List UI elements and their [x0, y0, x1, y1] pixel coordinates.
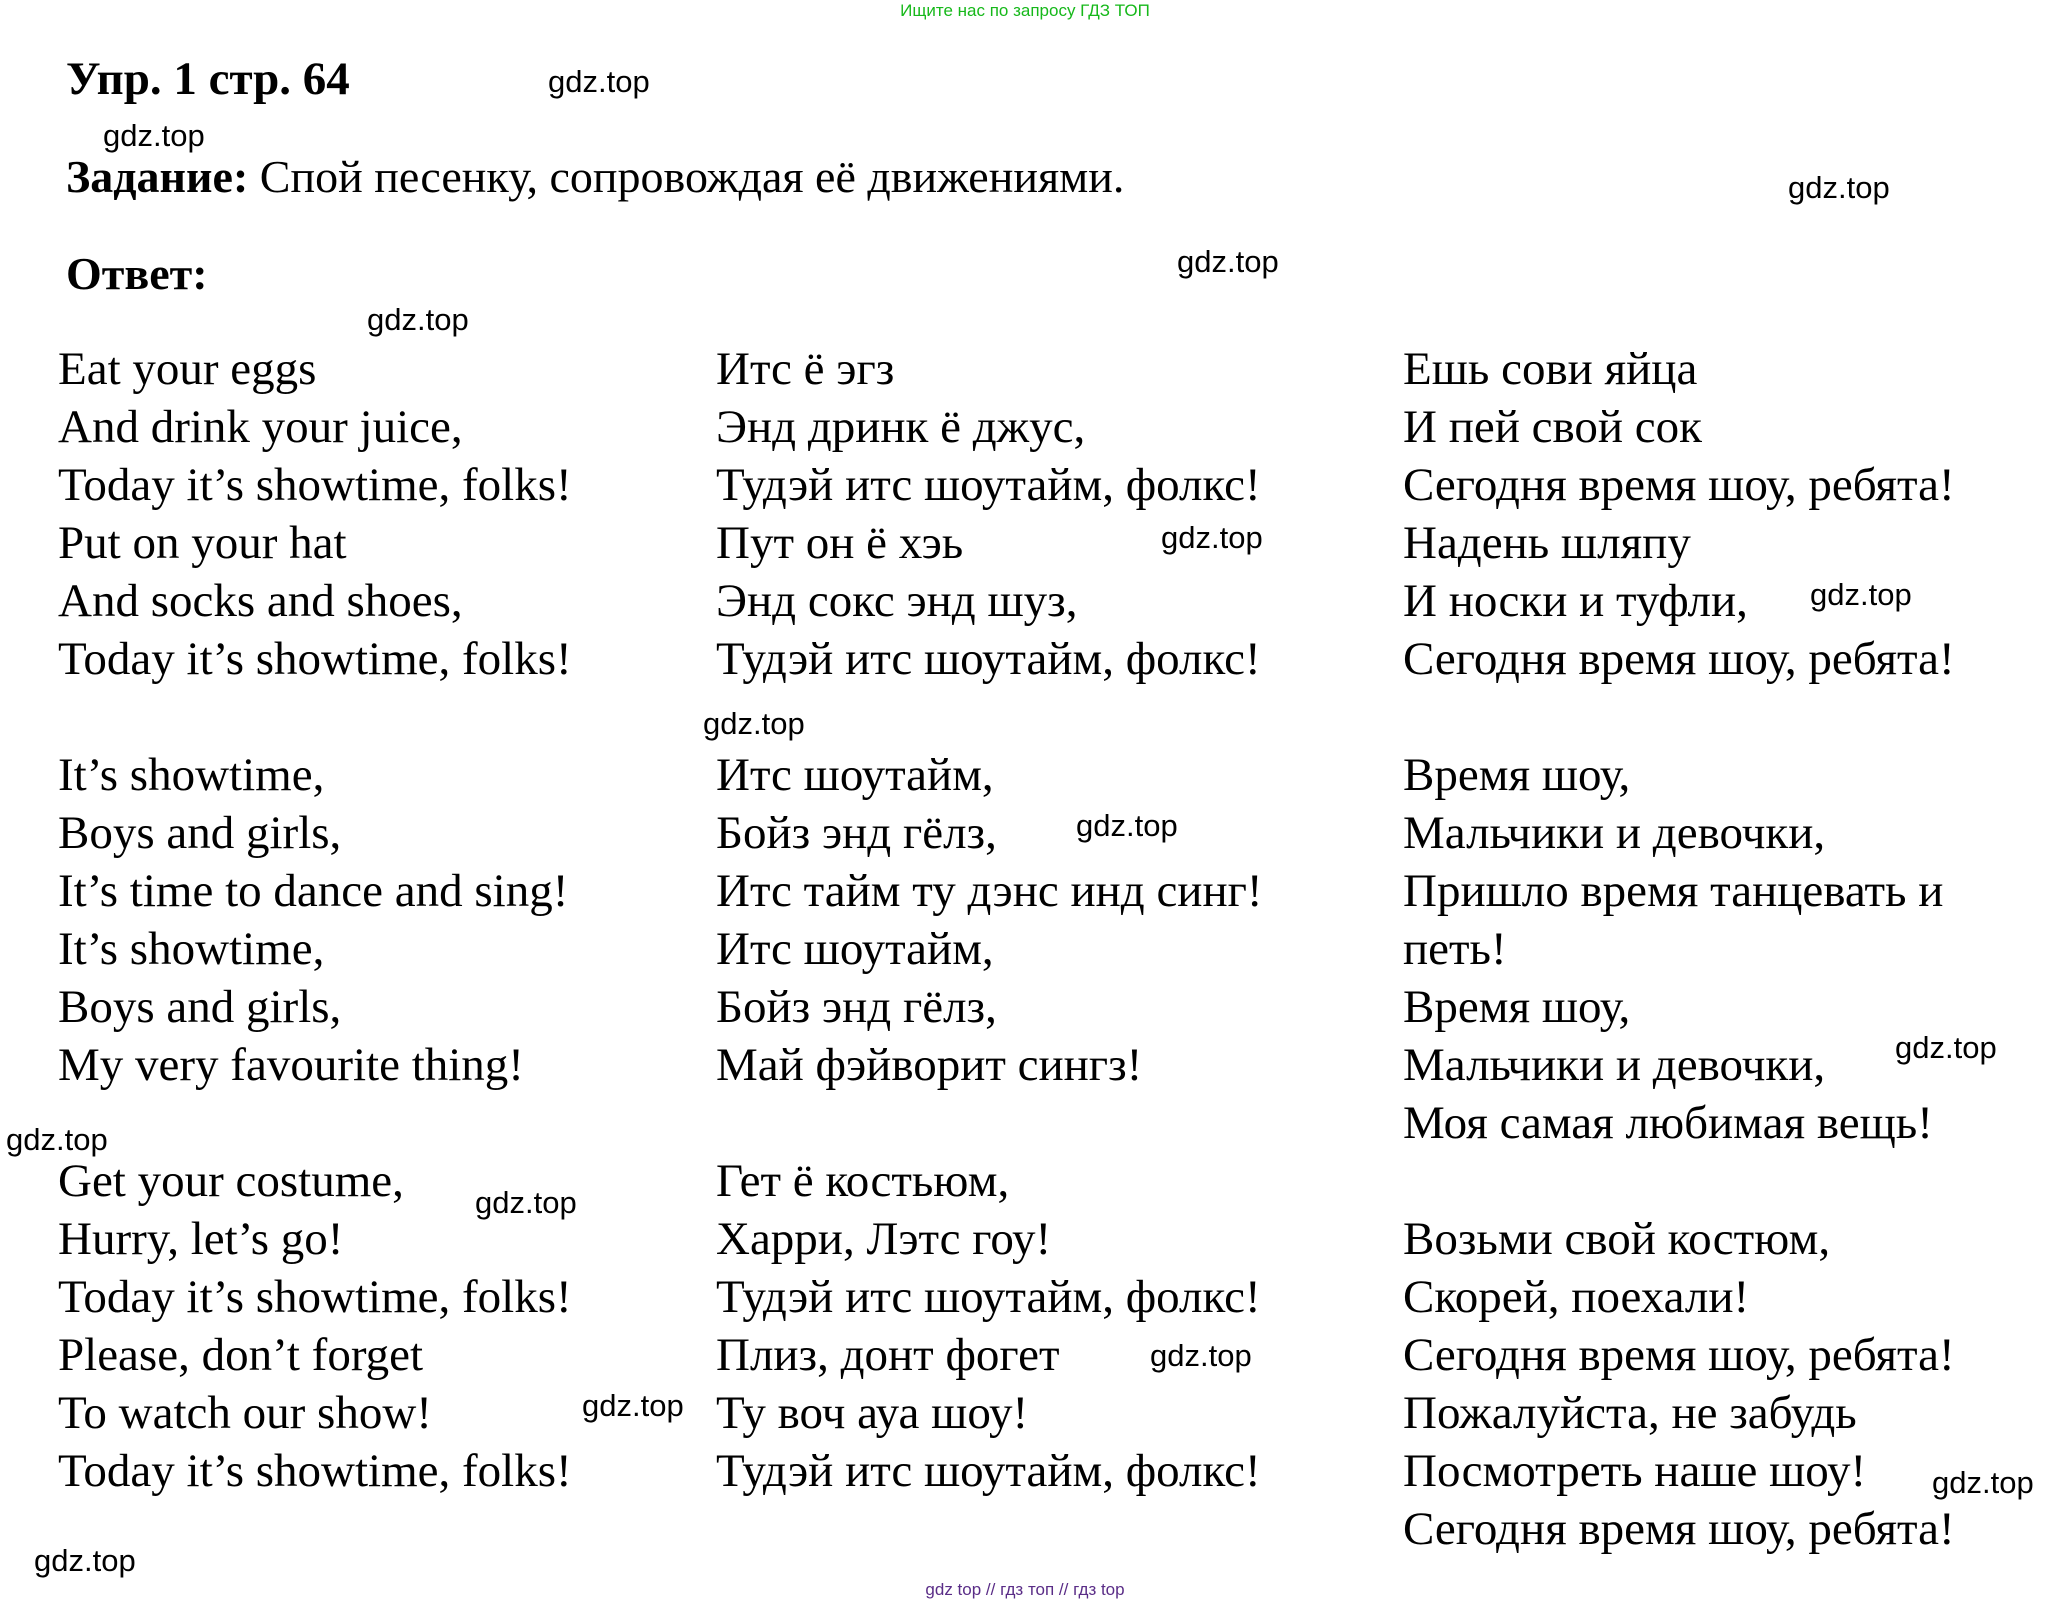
lyric-line: [1403, 688, 1955, 746]
lyric-line: It’s showtime,: [58, 749, 325, 801]
watermark: gdz.top: [1932, 1465, 2034, 1500]
lyric-line: Ту воч ауа шоу!: [716, 1387, 1029, 1439]
lyric-line: Харри, Лэтс гоу!: [716, 1213, 1052, 1265]
transcription-column: [716, 340, 1263, 1500]
watermark: gdz.top: [703, 706, 805, 741]
lyric-line: Тудэй итс шоутайм, фолкс!: [716, 633, 1261, 685]
watermark: gdz.top: [582, 1388, 684, 1423]
lyric-line: Итс ё эгз: [716, 343, 895, 395]
lyric-line: Время шоу,: [1403, 749, 1631, 801]
english-lyrics-column: [58, 340, 572, 1500]
lyric-line: Мальчики и девочки,: [1403, 1039, 1826, 1091]
lyric-line: Тудэй итс шоутайм, фолкс!: [716, 1445, 1261, 1497]
lyric-line: [716, 1094, 1263, 1152]
watermark: gdz.top: [1177, 244, 1279, 279]
lyric-line: Итс шоутайм,: [716, 923, 994, 975]
lyric-line: Плиз, донт фогет: [716, 1329, 1060, 1381]
lyric-line: To watch our show!: [58, 1387, 432, 1439]
task-body: Спой песенку, сопровождая её движениями.: [248, 151, 1125, 202]
answer-label: Ответ:: [66, 248, 208, 299]
top-banner: Ищите нас по запросу ГДЗ ТОП: [900, 1, 1150, 20]
lyric-line: Сегодня время шоу, ребята!: [1403, 633, 1955, 685]
watermark: gdz.top: [1810, 577, 1912, 612]
lyric-line: Today it’s showtime, folks!: [58, 459, 572, 511]
watermark: gdz.top: [1788, 170, 1890, 205]
lyric-line: Put on your hat: [58, 517, 347, 569]
lyric-line: Посмотреть наше шоу!: [1403, 1445, 1867, 1497]
lyric-line: [58, 688, 572, 746]
lyric-line: Пут он ё хэь: [716, 517, 964, 569]
lyric-line: Моя самая любимая вещь!: [1403, 1097, 1933, 1149]
lyric-line: Get your costume,: [58, 1155, 404, 1207]
russian-translation-column: [1403, 340, 1955, 1558]
lyric-line: Ешь сови яйца: [1403, 343, 1698, 395]
lyric-line: Итс шоутайм,: [716, 749, 994, 801]
lyric-line: Возьми свой костюм,: [1403, 1213, 1831, 1265]
lyric-line: Пришло время танцевать и: [1403, 865, 1944, 917]
lyric-line: Eat your eggs: [58, 343, 317, 395]
lyric-line: Please, don’t forget: [58, 1329, 424, 1381]
watermark: gdz.top: [548, 64, 650, 99]
footer: gdz top // гдз топ // гдз top: [925, 1580, 1125, 1599]
lyric-line: Итс тайм ту дэнс инд синг!: [716, 865, 1263, 917]
lyric-line: [1403, 1152, 1955, 1210]
lyric-line: Время шоу,: [1403, 981, 1631, 1033]
watermark: gdz.top: [475, 1185, 577, 1220]
lyric-line: Today it’s showtime, folks!: [58, 1271, 572, 1323]
lyric-line: Сегодня время шоу, ребята!: [1403, 1503, 1955, 1555]
watermark: gdz.top: [1161, 520, 1263, 555]
lyric-line: My very favourite thing!: [58, 1039, 524, 1091]
lyric-line: Скорей, поехали!: [1403, 1271, 1750, 1323]
lyric-line: [58, 1094, 572, 1152]
lyric-line: And drink your juice,: [58, 401, 463, 453]
lyric-line: Май фэйворит сингз!: [716, 1039, 1143, 1091]
lyric-line: It’s showtime,: [58, 923, 325, 975]
lyric-line: Сегодня время шоу, ребята!: [1403, 459, 1955, 511]
watermark: gdz.top: [1150, 1338, 1252, 1373]
watermark: gdz.top: [1895, 1030, 1997, 1065]
watermark: gdz.top: [367, 302, 469, 337]
lyric-line: И пей свой сок: [1403, 401, 1702, 453]
lyric-line: Today it’s showtime, folks!: [58, 633, 572, 685]
lyric-line: Boys and girls,: [58, 807, 342, 859]
lyric-line: It’s time to dance and sing!: [58, 865, 569, 917]
lyric-line: Энд дринк ё джус,: [716, 401, 1086, 453]
lyric-line: Today it’s showtime, folks!: [58, 1445, 572, 1497]
lyric-line: Hurry, let’s go!: [58, 1213, 344, 1265]
lyric-line: Бойз энд гёлз,: [716, 981, 997, 1033]
watermark: gdz.top: [6, 1122, 108, 1157]
lyric-line: Boys and girls,: [58, 981, 342, 1033]
lyric-line: Энд сокс энд шуз,: [716, 575, 1078, 627]
lyric-line: И носки и туфли,: [1403, 575, 1748, 627]
lyric-line: Тудэй итс шоутайм, фолкс!: [716, 1271, 1261, 1323]
lyric-line: петь!: [1403, 923, 1507, 975]
lyric-line: Бойз энд гёлз,: [716, 807, 997, 859]
watermark: gdz.top: [103, 118, 205, 153]
lyric-line: And socks and shoes,: [58, 575, 463, 627]
lyric-line: Пожалуйста, не забудь: [1403, 1387, 1857, 1439]
watermark: gdz.top: [1076, 808, 1178, 843]
watermark: gdz.top: [34, 1543, 136, 1578]
lyric-line: Тудэй итс шоутайм, фолкс!: [716, 459, 1261, 511]
lyric-line: Мальчики и девочки,: [1403, 807, 1826, 859]
exercise-title: Упр. 1 стр. 64: [66, 53, 350, 105]
task-label: Задание:: [66, 151, 249, 202]
lyric-line: Надень шляпу: [1403, 517, 1691, 569]
task-text: [66, 150, 1124, 203]
lyric-line: Сегодня время шоу, ребята!: [1403, 1329, 1955, 1381]
lyric-line: Гет ё костьюм,: [716, 1155, 1010, 1207]
